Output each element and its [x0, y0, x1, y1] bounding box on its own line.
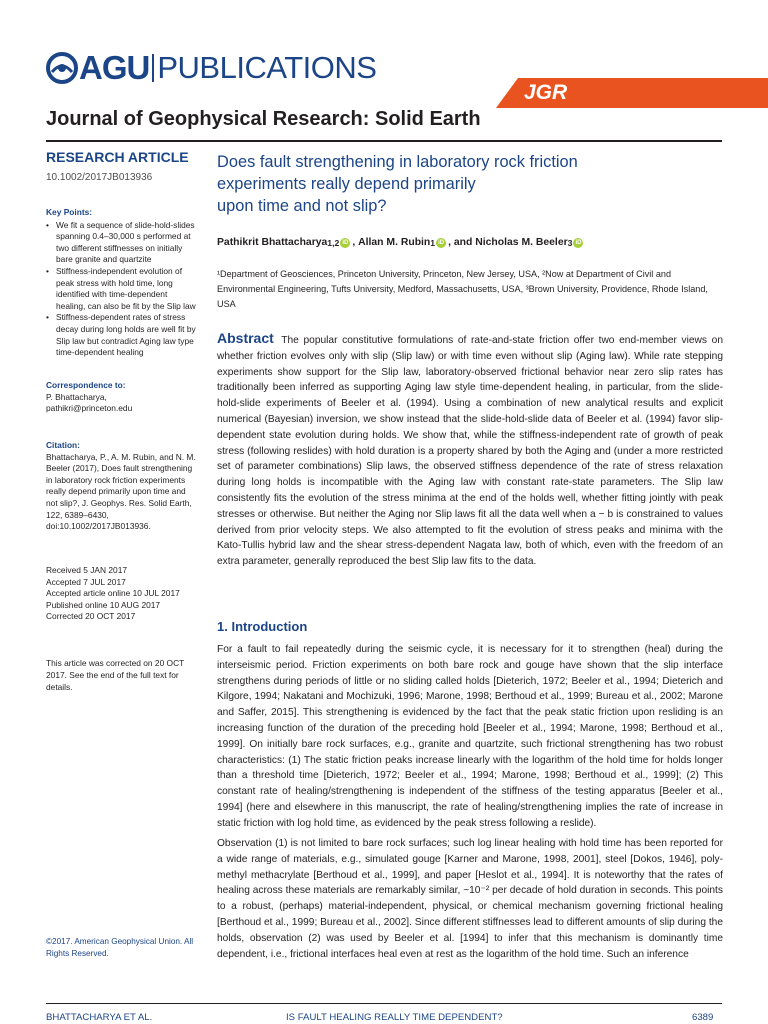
journal-title: Journal of Geophysical Research: Solid Earth — [46, 108, 481, 130]
citation-text: Bhattacharya, P., A. M. Rubin, and N. M. Beeler (2017), Does fault strengthening in laboratory rock friction experiments really depend primarily upon time and not slip?, J. Geophys. Res. Solid Earth, 122, 6389–6430, doi:10.1002/2017JB013936. — [46, 451, 196, 532]
agu-publications-logo — [46, 48, 376, 88]
author-name[interactable]: Nicholas M. Beeler — [475, 237, 568, 248]
affiliations: ¹Department of Geosciences, Princeton University, Princeton, New Jersey, USA, ²Now at Department of Civil and Environmental Engineering, Tufts University, Medford, Massachusetts, USA, ³Brown University, Providence, Rhode Island, USA — [217, 269, 708, 309]
date-corrected: Corrected 20 OCT 2017 — [46, 611, 136, 622]
abstract-text: The popular constitutive formulations of rate-and-state friction offer two end-member views on whether friction evolves only with slip (Slip law) or with time even without slip (Aging law). While rate stepping experiments show support for the Slip law, laboratory-observed frictional behavior near zero slip rates has traditionally been inferred as supporting Aging law style time-dependent healing, in particular, from the slide-hold-slide experiments of Beeler et al. (1994). Using a combination of new analytical results and explicit numerical (Bayesian) inversion, we show instead that the slide-hold-slide data of Beeler et al. (1994) favor slip-dependent state evolution during holds. We show that, while the stiffness-independent rate of growth of peak stress (following reslides) with hold duration is a property shared by both the Aging and (under a more restricted set of parameter combinations) Slip laws, the observed stiffness dependence of the rate of stress relaxation during long holds is incompatible with the Aging law with constant rate-state parameters. The Slip law consistently fits the evolution of the stress minima at the end of the holds well, whether fitting jointly with peak stresses or otherwise. But neither the Aging nor Slip laws fit all the data well when a − b is constrained to values derived from prior velocity steps. We also attempted to fit the evolution of stress peaks and minima with the Kato-Tullis hybrid law and the shear stress-dependent Nagata law, both of which, even with the freedom of an extra parameter, generally reproduced the best Slip law fits to the data. — [217, 335, 723, 568]
orcid-icon[interactable]: iD — [438, 239, 445, 246]
article-doi[interactable]: 10.1002/2017JB013936 — [46, 172, 153, 183]
agu-globe-icon — [46, 52, 78, 84]
correspondence-name: P. Bhattacharya, — [46, 391, 107, 402]
author-affiliation-mark: 1 — [430, 237, 436, 248]
orcid-icon[interactable]: iD — [342, 239, 349, 246]
footer-authors: BHATTACHARYA ET AL. — [46, 1012, 153, 1023]
article-title — [217, 151, 723, 217]
correspondence-heading: Correspondence to: — [46, 380, 126, 390]
paragraph: For a fault to fail repeatedly during the seismic cycle, it is necessary for it to strengthen (heal) during the interseismic period. Friction experiments on both bare rock and gouge have shown that the slip interface strengthens during periods of little or no sliding called holds [Dieterich, 1972; Beeler et al., 1994; Dieterich and Kilgore, 1994; Nakatani and Mochizuki, 1996; Marone, 1998; Berthoud et al., 1999; Bureau et al., 2002; Marone and Saffer, 2015]. This strengthening is evidenced by the fact that the peak static friction upon resliding is an increasing function of the duration of the preceding hold [Beeler et al., 1994; Marone, 1998; Berthoud et al., 1999]. On initially bare rock surfaces, e.g., granite and quartzite, such frictional strengthening has two robust characteristics: (1) The static friction peaks increase linearly with the logarithm of the hold time for holds longer than a threshold time [Dieterich, 1972; Beeler et al., 1994; Marone, 1998; Berthoud et al., 1999]; (2) This constant rate of healing/strengthening is independent of the stiffness of the testing apparatus [Beeler et al., 1994] (here and elsewhere in this manuscript, the rate of healing/strengthening implies the rate of increase in static friction with log hold time, as evidenced by the peak stress following a reslide). — [217, 644, 723, 829]
jgr-badge-text: JGR — [524, 81, 568, 104]
paragraph: Observation (1) is not limited to bare rock surfaces; such log linear healing with hold time has been reported for a wide range of materials, e.g., simulated gouge [Karner and Marone, 1998, 2001], steel [Dokos, 1946], poly-methyl methacrylate [Berthoud et al., 1999], and paper [Heslot et al., 1994]. It is noteworthy that the rates of healing across these materials are remarkably similar, ~10⁻² per decade of hold duration in seconds. This points to a robust, (perhaps) material-independent, physical, or chemical mechanism governing frictional healing [Berthoud et al., 1999; Bureau et al., 2002]. Since different stiffnesses lead to different amounts of slip during the holds, observation (2) was used by Beeler et al. [1994] to infer that this mechanism is dominantly time dependent, i.e., frictional interfaces heal even at rest as the logarithm of the hold time. Such an inference — [217, 838, 723, 960]
date-received: Received 5 JAN 2017 — [46, 565, 128, 575]
author-name[interactable]: Pathikrit Bhattacharya — [217, 237, 328, 248]
citation — [46, 440, 196, 533]
author-separator: , and — [448, 237, 476, 248]
author-separator: , — [352, 237, 359, 248]
title-line: experiments really depend primarily — [217, 175, 476, 193]
date-accepted: Accepted 7 JUL 2017 — [46, 576, 126, 587]
footer-running-title: IS FAULT HEALING REALLY TIME DEPENDENT? — [286, 1012, 503, 1023]
logo-divider — [152, 54, 154, 82]
section-heading-introduction: 1. Introduction — [217, 619, 308, 634]
jgr-badge — [496, 78, 768, 108]
author-affiliation-mark: 3 — [567, 237, 573, 248]
article-dates — [46, 565, 196, 623]
title-line: upon time and not slip? — [217, 197, 387, 215]
author-affiliation-mark: 1,2 — [327, 237, 340, 248]
article-type: RESEARCH ARTICLE — [46, 149, 189, 165]
footer-rule — [46, 1003, 722, 1004]
key-point: • We fit a sequence of slide-hold-slides spanning 0.4–30,000 s performed at two different stiffnesses on initially bare granite and quartzite — [46, 220, 196, 266]
correction-note: This article was corrected on 20 OCT 2017. See the end of the full text for details. — [46, 658, 185, 692]
agu-logo-text: AGU — [79, 49, 150, 86]
copyright: ©2017. American Geophysical Union. All Rights Reserved. — [46, 937, 194, 958]
author-list — [217, 237, 723, 248]
orcid-icon[interactable]: iD — [575, 239, 582, 246]
citation-heading: Citation: — [46, 440, 80, 450]
date-published: Published online 10 AUG 2017 — [46, 599, 161, 610]
header-rule — [46, 140, 722, 142]
date-accepted-online: Accepted article online 10 JUL 2017 — [46, 588, 180, 599]
page-number: 6389 — [692, 1012, 714, 1023]
key-points — [46, 207, 196, 359]
key-points-heading: Key Points: — [46, 207, 93, 217]
title-line: Does fault strengthening in laboratory rock friction — [217, 153, 578, 171]
key-point: • Stiffness-independent evolution of peak stress with hold time, long identified with time-dependent healing, can also be fit by the Slip law — [46, 266, 196, 312]
key-point: • Stiffness-dependent rates of stress decay during long holds are well fit by Slip law but contradict Aging law type time-dependent healing — [46, 312, 196, 358]
correspondence-email[interactable]: pathikri@princeton.edu — [46, 403, 133, 414]
key-points-list — [46, 220, 196, 359]
abstract — [217, 331, 723, 570]
author-name[interactable]: Allan M. Rubin — [358, 237, 431, 248]
publications-logo-text: PUBLICATIONS — [157, 50, 377, 85]
correspondence — [46, 380, 196, 415]
abstract-label: Abstract — [217, 330, 274, 346]
